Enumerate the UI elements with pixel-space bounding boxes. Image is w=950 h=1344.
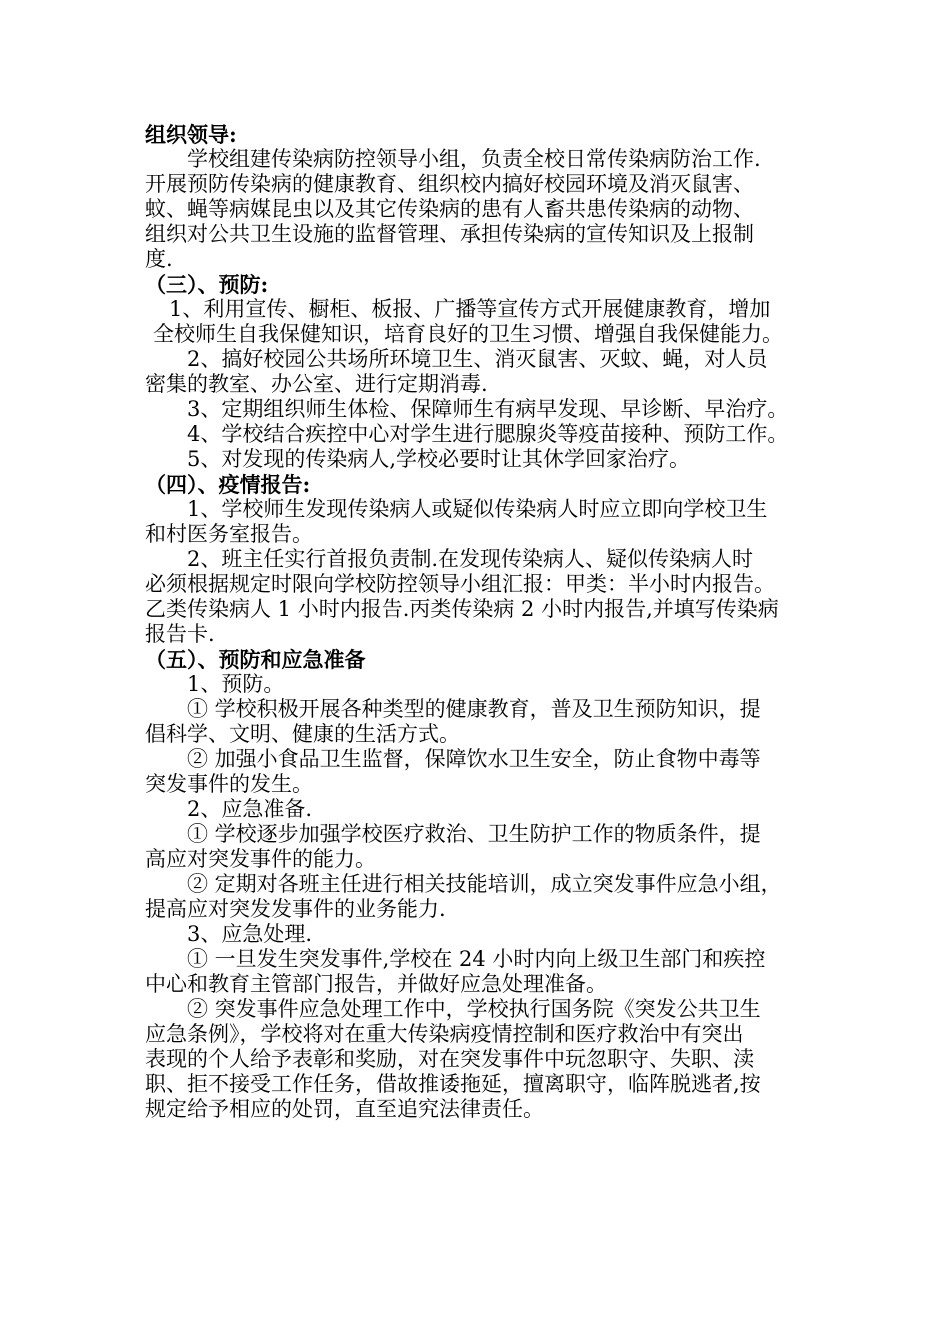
text-line: 提高应对突发发事件的业务能力. [145, 897, 446, 921]
text-line: 和村医务室报告。 [145, 522, 313, 546]
text-line: 度. [145, 247, 173, 271]
section-heading: （四）、疫情报告: [145, 472, 311, 497]
text-line: 蚊、蝇等病媒昆虫以及其它传染病的患有人畜共患传染病的动物、 [145, 197, 754, 221]
text-line: 2、应急准备. [187, 797, 313, 821]
text-line: 表现的个人给予表彰和奖励，对在突发事件中玩忽职守、失职、渎 [145, 1047, 754, 1071]
section-heading: （五）、预防和应急准备 [145, 647, 366, 672]
text-line: 1、学校师生发现传染病人或疑似传染病人时应立即向学校卫生 [187, 497, 768, 521]
text-line: 应急条例》，学校将对在重大传染病疫情控制和医疗救治中有突出 [145, 1022, 744, 1046]
text-line: 报告卡. [145, 622, 215, 646]
text-line: ① 学校积极开展各种类型的健康教育，普及卫生预防知识，提 [187, 697, 761, 721]
text-line: 职、拒不接受工作任务，借故推诿拖延，擅离职守，临阵脱逃者,按 [145, 1072, 761, 1096]
text-line: 突发事件的发生。 [145, 772, 313, 796]
text-line: 中心和教育主管部门报告，并做好应急处理准备。 [145, 972, 607, 996]
text-line: 开展预防传染病的健康教育、组织校内搞好校园环境及消灭鼠害、 [145, 172, 754, 196]
text-line: 2、搞好校园公共场所环境卫生、消灭鼠害、灭蚊、蝇，对人员 [187, 347, 768, 371]
text-line: 1、利用宣传、橱柜、板报、广播等宣传方式开展健康教育，增加 [169, 297, 771, 321]
text-line: 规定给予相应的处罚，直至追究法律责任。 [145, 1097, 544, 1121]
text-line: 全校师生自我保健知识，培育良好的卫生习惯、增强自我保健能力。 [153, 322, 783, 346]
text-line: ② 突发事件应急处理工作中，学校执行国务院《突发公共卫生 [187, 997, 761, 1021]
document-body [145, 122, 820, 1122]
text-line: 密集的教室、办公室、进行定期消毒. [145, 372, 488, 396]
text-line: 必须根据规定时限向学校防控领导小组汇报：甲类：半小时内报告。 [145, 572, 775, 596]
text-line: ① 一旦发生突发事件,学校在 24 小时内向上级卫生部门和疾控 [187, 947, 766, 971]
text-line: 5、对发现的传染病人,学校必要时让其休学回家治疗。 [187, 447, 691, 471]
text-line: 倡科学、文明、健康的生活方式。 [145, 722, 460, 746]
text-line: 学校组建传染病防控领导小组，负责全校日常传染病防治工作. [187, 147, 761, 171]
text-line: 组织对公共卫生设施的监督管理、承担传染病的宣传知识及上报制 [145, 222, 754, 246]
text-line: 3、应急处理. [187, 922, 313, 946]
text-line: 高应对突发事件的能力。 [145, 847, 376, 871]
text-line: ① 学校逐步加强学校医疗救治、卫生防护工作的物质条件，提 [187, 822, 761, 846]
text-line: 4、学校结合疾控中心对学生进行腮腺炎等疫苗接种、预防工作。 [187, 422, 789, 446]
text-line: 2、班主任实行首报负责制.在发现传染病人、疑似传染病人时 [187, 547, 754, 571]
text-line: 3、定期组织师生体检、保障师生有病早发现、早诊断、早治疗。 [187, 397, 789, 421]
text-line: 乙类传染病人 1 小时内报告.丙类传染病 2 小时内报告,并填写传染病 [145, 597, 779, 621]
text-line: ② 定期对各班主任进行相关技能培训，成立突发事件应急小组， [187, 872, 782, 896]
section-heading: （三）、预防: [145, 272, 269, 297]
section-heading: 组织领导: [145, 122, 237, 147]
text-line: 1、预防。 [187, 672, 285, 696]
text-line: ② 加强小食品卫生监督，保障饮水卫生安全，防止食物中毒等 [187, 747, 761, 771]
